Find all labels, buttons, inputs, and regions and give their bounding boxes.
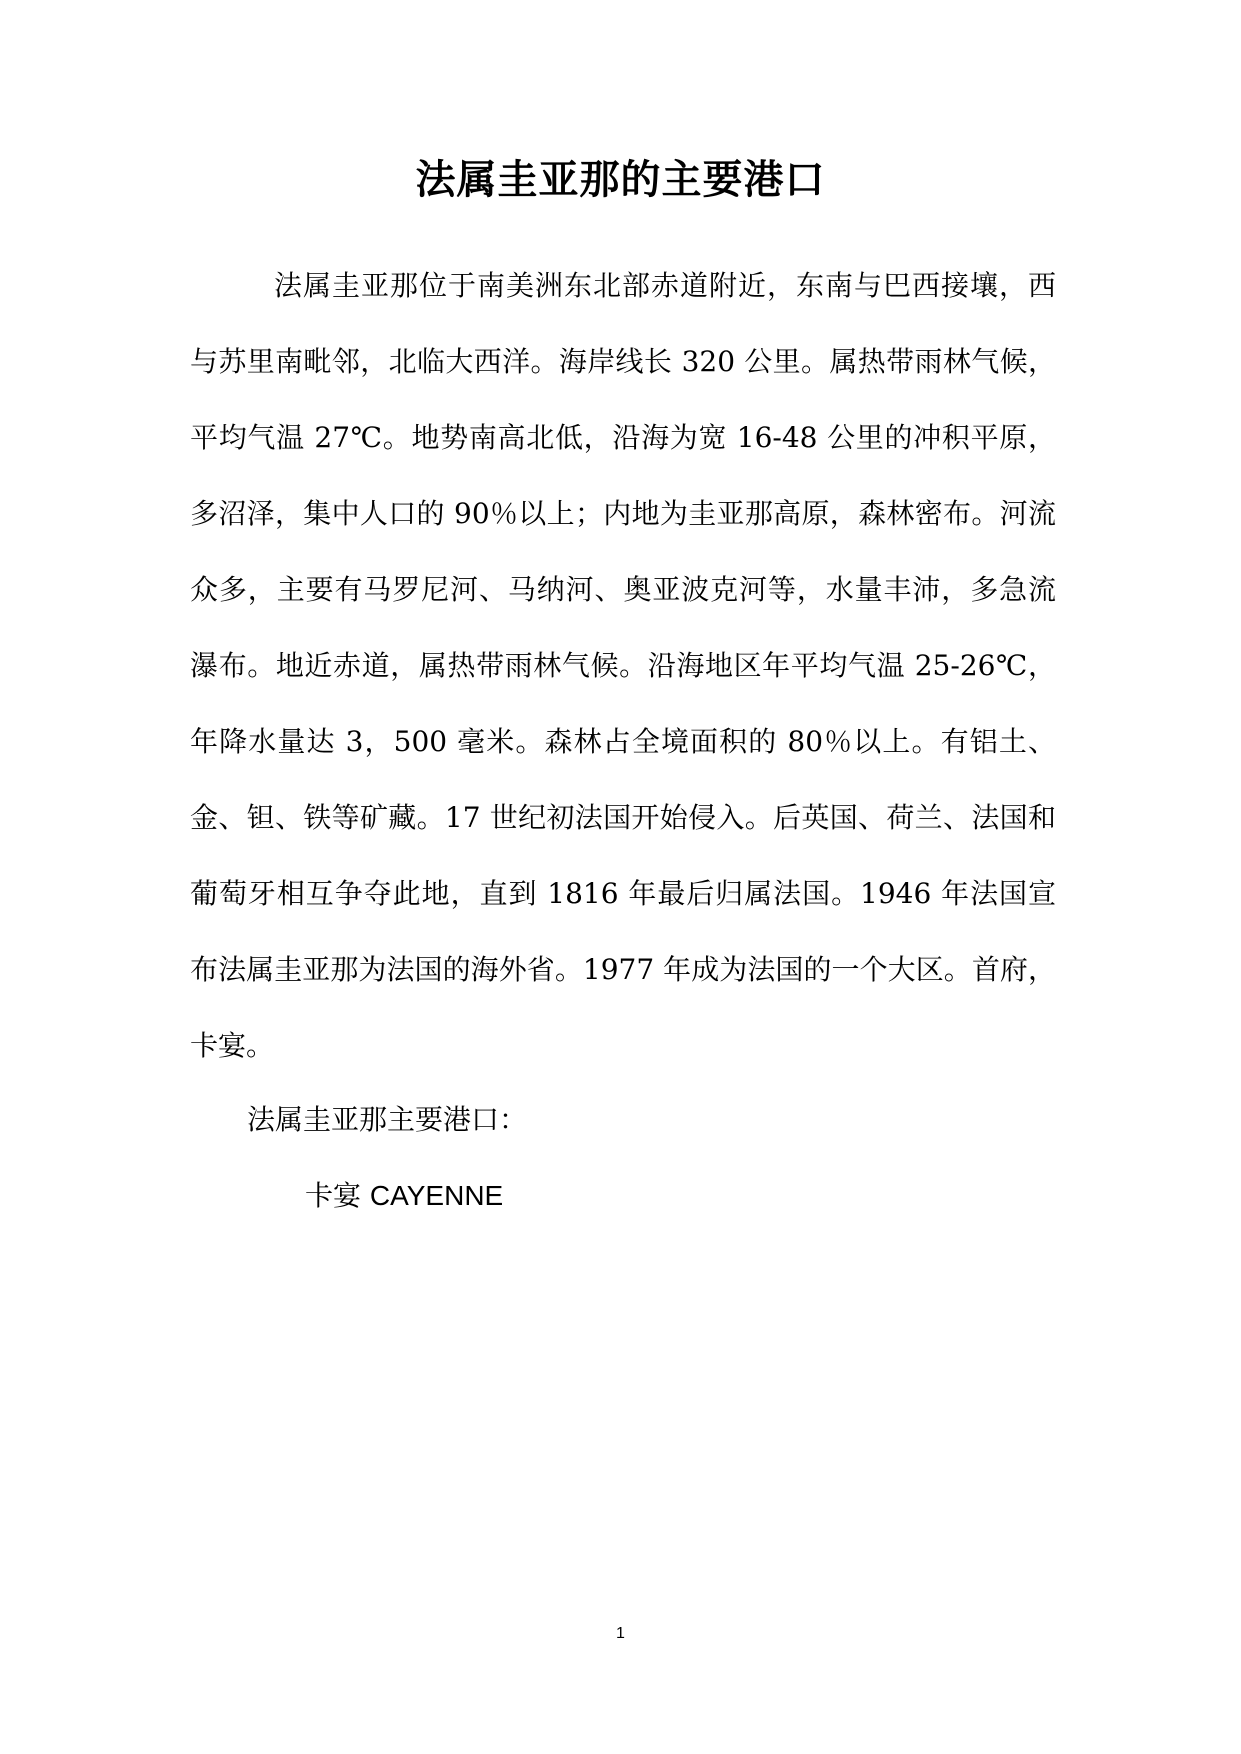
ports-heading: 法属圭亚那主要港口：: [247, 1103, 528, 1136]
page-number: 1: [616, 1625, 625, 1642]
port-item-cayenne: [305, 1158, 503, 1234]
port-name-zh: 卡宴: [305, 1179, 362, 1212]
port-name-en: CAYENNE: [369, 1180, 504, 1211]
document-title: 法属圭亚那的主要港口: [415, 156, 826, 203]
intro-paragraph: 法属圭亚那位于南美洲东北部赤道附近，东南与巴西接壤，西与苏里南毗邻，北临大西洋。海岸线长 320 公里。属热带雨林气候，平均气温 27℃。地势南高北低，沿海为宽 16-48 公里的冲积平原，多沼泽，集中人口的 90％以上；内地为圭亚那高原，森林密布。河流众多，主要有马罗尼河、马纳河、奥亚波克河等，水量丰沛，多急流瀑布。地近赤道，属热带雨林气候。沿海地区年平均气温 25-26℃，年降水量达 3，500 毫米。森林占全境面积的 80％以上。有铝土、金、钽、铁等矿藏。17 世纪初法国开始侵入。后英国、荷兰、法国和葡萄牙相互争夺此地，直到 1816 年最后归属法国。1946 年法国宣布法属圭亚那为法国的海外省。1977 年成为法国的一个大区。首府，卡宴。: [190, 269, 1056, 1062]
